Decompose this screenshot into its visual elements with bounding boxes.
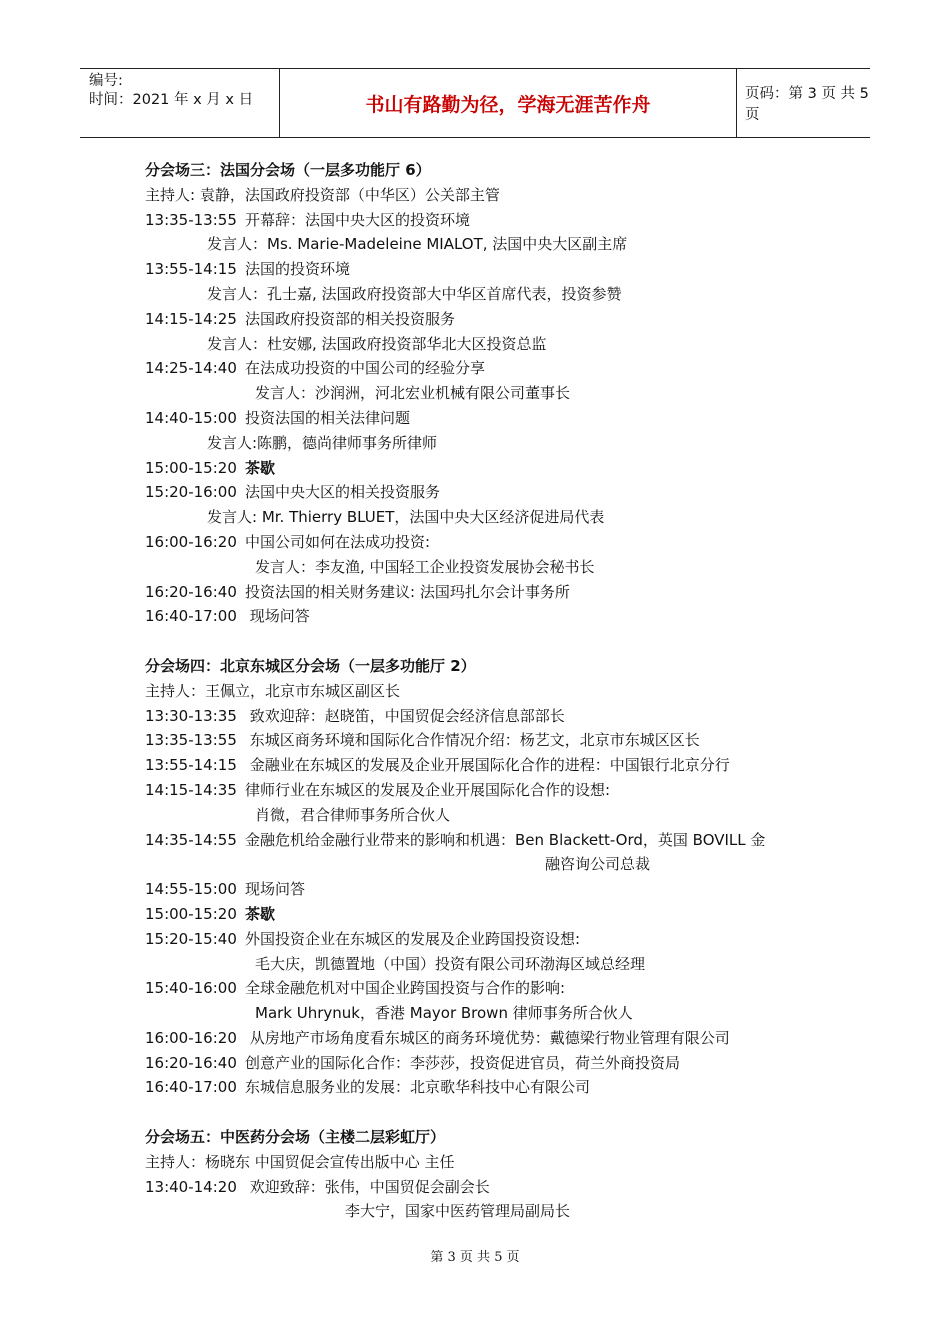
agenda-topic: 金融危机给金融行业带来的影响和机遇：Ben Blackett-Ord，英国 BOVILL 金	[245, 830, 766, 849]
agenda-time: 13:55-14:15	[145, 756, 237, 775]
agenda-row	[145, 803, 825, 828]
agenda-row	[145, 208, 825, 233]
agenda-speaker: 发言人：沙润洲，河北宏业机械有限公司董事长	[255, 384, 571, 403]
agenda-row	[145, 431, 825, 456]
agenda-row	[145, 902, 825, 927]
agenda-time: 14:55-15:00	[145, 880, 237, 899]
date-line: 时间：2021 年 x 月 x 日	[89, 92, 254, 108]
agenda-row	[145, 381, 825, 406]
agenda-row	[145, 1051, 825, 1076]
agenda-topic: 在法成功投资的中国公司的经验分享	[245, 359, 486, 378]
agenda-time: 13:35-13:55	[145, 210, 237, 229]
agenda-row	[145, 927, 825, 952]
header-info-cell	[80, 69, 280, 137]
agenda-time: 15:40-16:00	[145, 979, 237, 998]
agenda-row	[145, 952, 825, 977]
agenda-time: 13:30-13:35	[145, 706, 237, 725]
agenda-topic: 投资法国的相关法律问题	[245, 408, 411, 427]
agenda-time: 13:55-14:15	[145, 260, 237, 279]
agenda-row	[145, 976, 825, 1001]
agenda-speaker: 发言人：孔士嘉, 法国政府投资部大中华区首席代表，投资参赞	[207, 284, 622, 303]
agenda-topic: 创意产业的国际化合作：李莎莎，投资促进官员，荷兰外商投资局	[245, 1053, 681, 1072]
agenda-topic: 东城信息服务业的发展：北京歌华科技中心有限公司	[245, 1078, 591, 1097]
agenda-row	[145, 332, 825, 357]
agenda-row	[145, 406, 825, 431]
agenda-speaker: 发言人：Ms. Marie-Madeleine MIALOT, 法国中央大区副主席	[207, 235, 628, 254]
agenda-speaker: 发言人:陈鹏，德尚律师事务所律师	[207, 433, 438, 452]
agenda-row	[145, 307, 825, 332]
agenda-row	[145, 505, 825, 530]
agenda-speaker: 融咨询公司总裁	[545, 855, 651, 874]
header-motto: 书山有路勤为径，学海无涯苦作舟	[280, 69, 737, 137]
agenda-row	[145, 753, 825, 778]
session-host: 主持人: 袁静，法国政府投资部（中华区）公关部主管	[145, 185, 500, 204]
agenda-speaker: 发言人：李友渔, 中国轻工企业投资发展协会秘书长	[255, 557, 595, 576]
agenda-topic: 从房地产市场角度看东城区的商务环境优势：戴德梁行物业管理有限公司	[245, 1028, 730, 1047]
agenda-topic: 茶歇	[245, 458, 276, 477]
agenda-row	[145, 1175, 825, 1200]
agenda-speaker: 发言人: Mr. Thierry BLUET，法国中央大区经济促进局代表	[207, 508, 605, 527]
agenda-topic: 法国中央大区的相关投资服务	[245, 483, 441, 502]
agenda-topic: 茶歇	[245, 904, 276, 923]
agenda-row	[145, 1199, 825, 1224]
session-host: 主持人：杨晓东 中国贸促会宣传出版中心 主任	[145, 1152, 455, 1171]
agenda-topic: 律师行业在东城区的发展及企业开展国际化合作的设想:	[245, 780, 611, 799]
agenda-row	[145, 877, 825, 902]
agenda-time: 16:20-16:40	[145, 1053, 237, 1072]
agenda-row	[145, 604, 825, 629]
page-footer: 第 3 页 共 5 页	[430, 1250, 520, 1265]
agenda-row	[145, 530, 825, 555]
agenda-speaker: 李大宁，国家中医药管理局副局长	[345, 1202, 571, 1221]
agenda-row	[145, 728, 825, 753]
agenda-topic: 开幕辞：法国中央大区的投资环境	[245, 210, 471, 229]
agenda-time: 15:20-15:40	[145, 929, 237, 948]
agenda-time: 14:35-14:55	[145, 830, 237, 849]
agenda-topic: 现场问答	[245, 880, 306, 899]
section-spacer	[145, 629, 825, 654]
agenda-row	[145, 1075, 825, 1100]
agenda-row	[145, 778, 825, 803]
agenda-time: 15:00-15:20	[145, 904, 237, 923]
agenda-row	[145, 356, 825, 381]
agenda-speaker: 毛大庆，凯德置地（中国）投资有限公司环渤海区域总经理	[255, 954, 646, 973]
session-host: 主持人：王佩立，北京市东城区副区长	[145, 681, 401, 700]
agenda-time: 16:00-16:20	[145, 1028, 237, 1047]
agenda-row	[145, 1001, 825, 1026]
document-body	[145, 158, 825, 1224]
agenda-speaker: 发言人：杜安娜, 法国政府投资部华北大区投资总监	[207, 334, 547, 353]
agenda-time: 13:35-13:55	[145, 731, 237, 750]
session-title: 分会场四：北京东城区分会场（一层多功能厅 2）	[145, 656, 476, 675]
agenda-row	[145, 704, 825, 729]
session-title: 分会场三：法国分会场（一层多功能厅 6）	[145, 161, 431, 179]
agenda-topic: 投资法国的相关财务建议: 法国玛扎尔会计事务所	[245, 582, 570, 601]
agenda-row	[145, 282, 825, 307]
agenda-topic: 东城区商务环境和国际化合作情况介绍：杨艺文，北京市东城区区长	[245, 731, 700, 750]
agenda-topic: 法国政府投资部的相关投资服务	[245, 309, 456, 328]
agenda-time: 16:40-17:00	[145, 607, 237, 626]
agenda-topic: 致欢迎辞：赵晓笛，中国贸促会经济信息部部长	[245, 706, 565, 725]
agenda-topic: 金融业在东城区的发展及企业开展国际化合作的进程：中国银行北京分行	[245, 756, 730, 775]
agenda-time: 13:40-14:20	[145, 1177, 237, 1196]
agenda-topic: 中国公司如何在法成功投资:	[245, 532, 431, 551]
session-title: 分会场五：中医药分会场（主楼二层彩虹厅）	[145, 1128, 446, 1147]
agenda-speaker: 肖微，君合律师事务所合伙人	[255, 805, 451, 824]
agenda-topic: 欢迎致辞：张伟，中国贸促会副会长	[245, 1177, 490, 1196]
agenda-topic: 外国投资企业在东城区的发展及企业跨国投资设想:	[245, 929, 581, 948]
agenda-topic: 全球金融危机对中国企业跨国投资与合作的影响:	[245, 979, 566, 998]
page-header	[80, 68, 870, 138]
agenda-row	[145, 456, 825, 481]
agenda-time: 14:15-14:25	[145, 309, 237, 328]
agenda-row	[145, 828, 825, 853]
agenda-row	[145, 580, 825, 605]
agenda-time: 14:25-14:40	[145, 359, 237, 378]
agenda-row	[145, 232, 825, 257]
agenda-time: 16:20-16:40	[145, 582, 237, 601]
agenda-row	[145, 257, 825, 282]
agenda-topic: 现场问答	[245, 607, 310, 626]
agenda-time: 16:40-17:00	[145, 1078, 237, 1097]
agenda-time: 15:20-16:00	[145, 483, 237, 502]
agenda-time: 14:15-14:35	[145, 780, 237, 799]
agenda-row	[145, 1026, 825, 1051]
section-spacer	[145, 1100, 825, 1125]
agenda-row	[145, 555, 825, 580]
agenda-time: 14:40-15:00	[145, 408, 237, 427]
agenda-speaker: Mark Uhrynuk，香港 Mayor Brown 律师事务所合伙人	[255, 1004, 633, 1023]
header-page-label: 页码：第 3 页 共 5 页	[745, 86, 869, 123]
agenda-topic: 法国的投资环境	[245, 260, 351, 279]
agenda-row	[145, 852, 825, 877]
agenda-row	[145, 480, 825, 505]
agenda-time: 15:00-15:20	[145, 458, 237, 477]
agenda-time: 16:00-16:20	[145, 532, 237, 551]
number-label: 编号:	[89, 73, 123, 89]
